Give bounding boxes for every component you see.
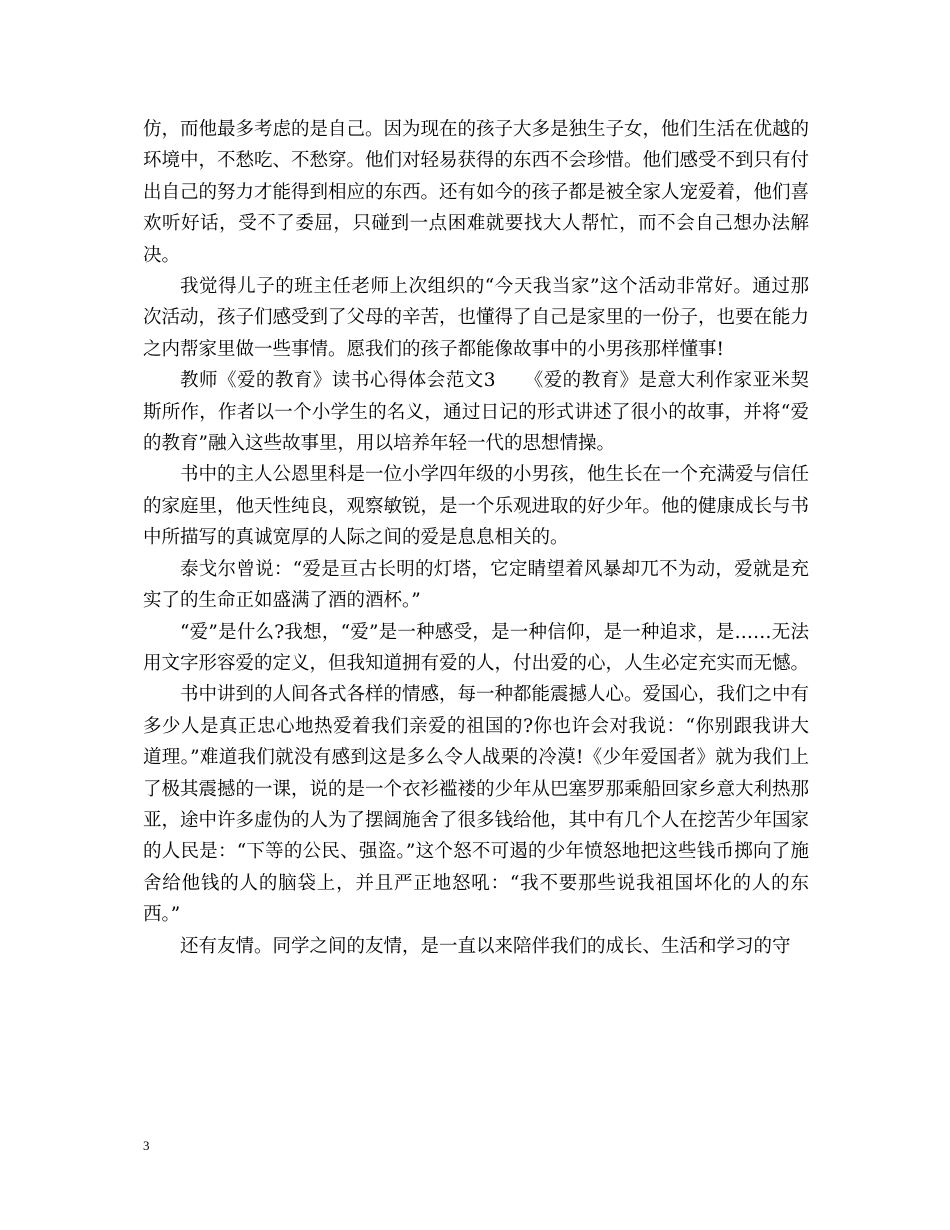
page-number: 3 — [143, 1138, 150, 1153]
paragraph: 书中的主人公恩里科是一位小学四年级的小男孩，他生长在一个充满爱与信任的家庭里，他天性纯良，观察敏锐，是一个乐观进取的好少年。他的健康成长与书中所描写的真诚宽厚的人际之间的爱是息息相关的。 — [143, 464, 810, 549]
paragraph-continuation: 仿，而他最多考虑的是自己。因为现在的孩子大多是独生子女，他们生活在优越的环境中，不愁吃、不愁穿。他们对轻易获得的东西不会珍惜。他们感受不到只有付出自己的努力才能得到相应的东西。还有如今的孩子都是被全家人宠爱着，他们喜欢听好话，受不了委屈，只碰到一点困难就要找大人帮忙，而不会自己想办法解决。 — [143, 119, 810, 266]
paragraph: 教师《爱的教育》读书心得体会范文3 《爱的教育》是意大利作家亚米契斯所作，作者以一个小学生的名义，通过日记的形式讲述了很小的故事，并将“爱的教育”融入这些故事里，用以培养年轻一代的思想情操。 — [143, 370, 809, 455]
paragraph: 我觉得儿子的班主任老师上次组织的“今天我当家”这个活动非常好。通过那次活动，孩子们感受到了父母的辛苦，也懂得了自己是家里的一份子，也要在能力之内帮家里做一些事情。愿我们的孩子都能像故事中的小男孩那样懂事! — [143, 276, 810, 360]
body-text — [143, 114, 809, 962]
paragraph: “爱”是什么?我想，“爱”是一种感受，是一种信仰，是一种追求，是……无法用文字形容爱的定义，但我知道拥有爱的人，付出爱的心，人生必定充实而无憾。 — [143, 621, 810, 674]
paragraph: 书中讲到的人间各式各样的情感，每一种都能震撼人心。爱国心，我们之中有多少人是真正忠心地热爱着我们亲爱的祖国的?你也许会对我说：“你别跟我讲大道理。”难道我们就没有感到这是多么令人战栗的冷漠!《少年爱国者》就为我们上了极其震撼的一课，说的是一个衣衫褴褛的少年从巴塞罗那乘船回家乡意大利热那亚，途中许多虚伪的人为了摆阔施舍了很多钱给他，其中有几个人在挖苦少年国家的人民是：“下等的公民、强盗。”这个怒不可遏的少年愤怒地把这些钱币掷向了施舍给他钱的人的脑袋上，并且严正地怒吼：“我不要那些说我祖国坏化的人的东西。” — [143, 684, 810, 926]
paragraph: 还有友情。同学之间的友情，是一直以来陪伴我们的成长、生活和学习的守 — [180, 935, 791, 957]
paragraph: 泰戈尔曾说：“爱是亘古长明的灯塔，它定睛望着风暴却兀不为动，爱就是充实了的生命正如盛满了酒的酒杯。” — [143, 558, 809, 612]
